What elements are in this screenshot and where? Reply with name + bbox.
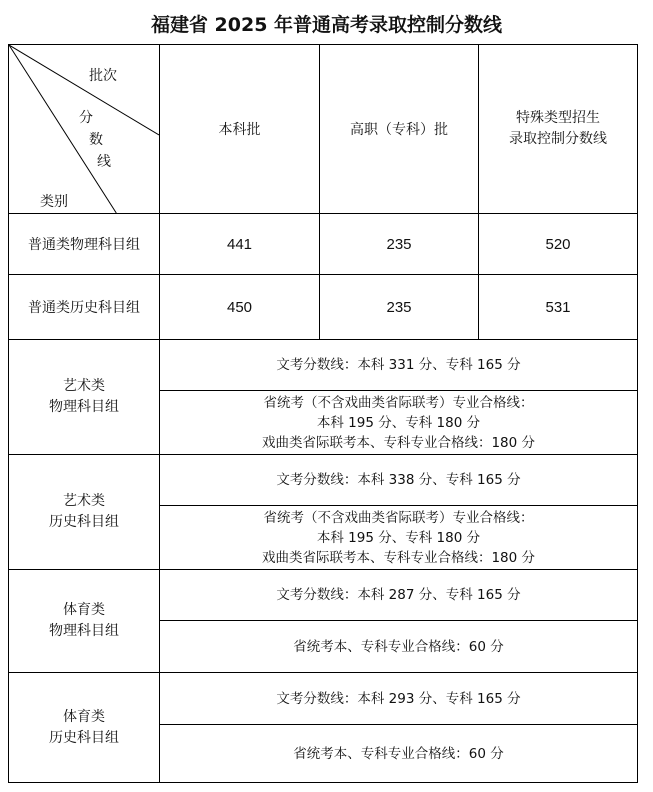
diag-label-fen: 分 xyxy=(79,110,93,126)
col-header-benke: 本科批 xyxy=(160,45,320,214)
table-header-row xyxy=(9,45,638,214)
col-header-gaozhi: 高职（专科）批 xyxy=(320,45,479,214)
score-gaozhi: 235 xyxy=(320,214,479,275)
group-line-zhuanye xyxy=(160,506,638,570)
diagonal-header-cell xyxy=(9,45,160,214)
row-label: 普通类物理科目组 xyxy=(9,214,160,275)
score-table xyxy=(8,44,638,783)
diag-label-xian: 线 xyxy=(97,154,111,170)
group-line-wenkao: 文考分数线：本科 287 分、专科 165 分 xyxy=(160,570,638,621)
zhuanye-line-a: 省统考（不含戏曲类省际联考）专业合格线： xyxy=(263,394,534,411)
row-label: 普通类历史科目组 xyxy=(9,275,160,340)
zhuanye-line-c: 戏曲类省际联考本、专科专业合格线：180 分 xyxy=(261,549,536,566)
group-line-zhuanye: 省统考本、专科专业合格线：60 分 xyxy=(160,621,638,673)
table-row xyxy=(9,214,638,275)
group-row xyxy=(9,570,638,621)
group-label: 艺术类 历史科目组 xyxy=(9,455,160,570)
group-label: 体育类 物理科目组 xyxy=(9,570,160,673)
group-row xyxy=(9,340,638,391)
group-line-wenkao: 文考分数线：本科 331 分、专科 165 分 xyxy=(160,340,638,391)
zhuanye-line-a: 省统考（不含戏曲类省际联考）专业合格线： xyxy=(263,509,534,526)
zhuanye-line-b: 本科 195 分、专科 180 分 xyxy=(316,414,481,431)
score-gaozhi: 235 xyxy=(320,275,479,340)
diagonal-lines xyxy=(9,45,159,213)
group-line-wenkao: 文考分数线：本科 338 分、专科 165 分 xyxy=(160,455,638,506)
zhuanye-line-b: 本科 195 分、专科 180 分 xyxy=(316,529,481,546)
diag-label-category: 类别 xyxy=(40,194,68,210)
group-row xyxy=(9,673,638,725)
group-label: 体育类 历史科目组 xyxy=(9,673,160,783)
group-row xyxy=(9,455,638,506)
col-header-special: 特殊类型招生 录取控制分数线 xyxy=(479,45,638,214)
score-special: 531 xyxy=(479,275,638,340)
page-title: 福建省 2025 年普通高考录取控制分数线 xyxy=(150,14,503,36)
group-line-wenkao: 文考分数线：本科 293 分、专科 165 分 xyxy=(160,673,638,725)
score-benke: 450 xyxy=(160,275,320,340)
group-label: 艺术类 物理科目组 xyxy=(9,340,160,455)
table-row xyxy=(9,275,638,340)
score-special: 520 xyxy=(479,214,638,275)
zhuanye-line-c: 戏曲类省际联考本、专科专业合格线：180 分 xyxy=(261,434,536,451)
score-benke: 441 xyxy=(160,214,320,275)
diag-label-batch: 批次 xyxy=(89,68,117,84)
group-line-zhuanye: 省统考本、专科专业合格线：60 分 xyxy=(160,725,638,783)
diag-label-shu: 数 xyxy=(89,132,103,148)
group-line-zhuanye xyxy=(160,391,638,455)
